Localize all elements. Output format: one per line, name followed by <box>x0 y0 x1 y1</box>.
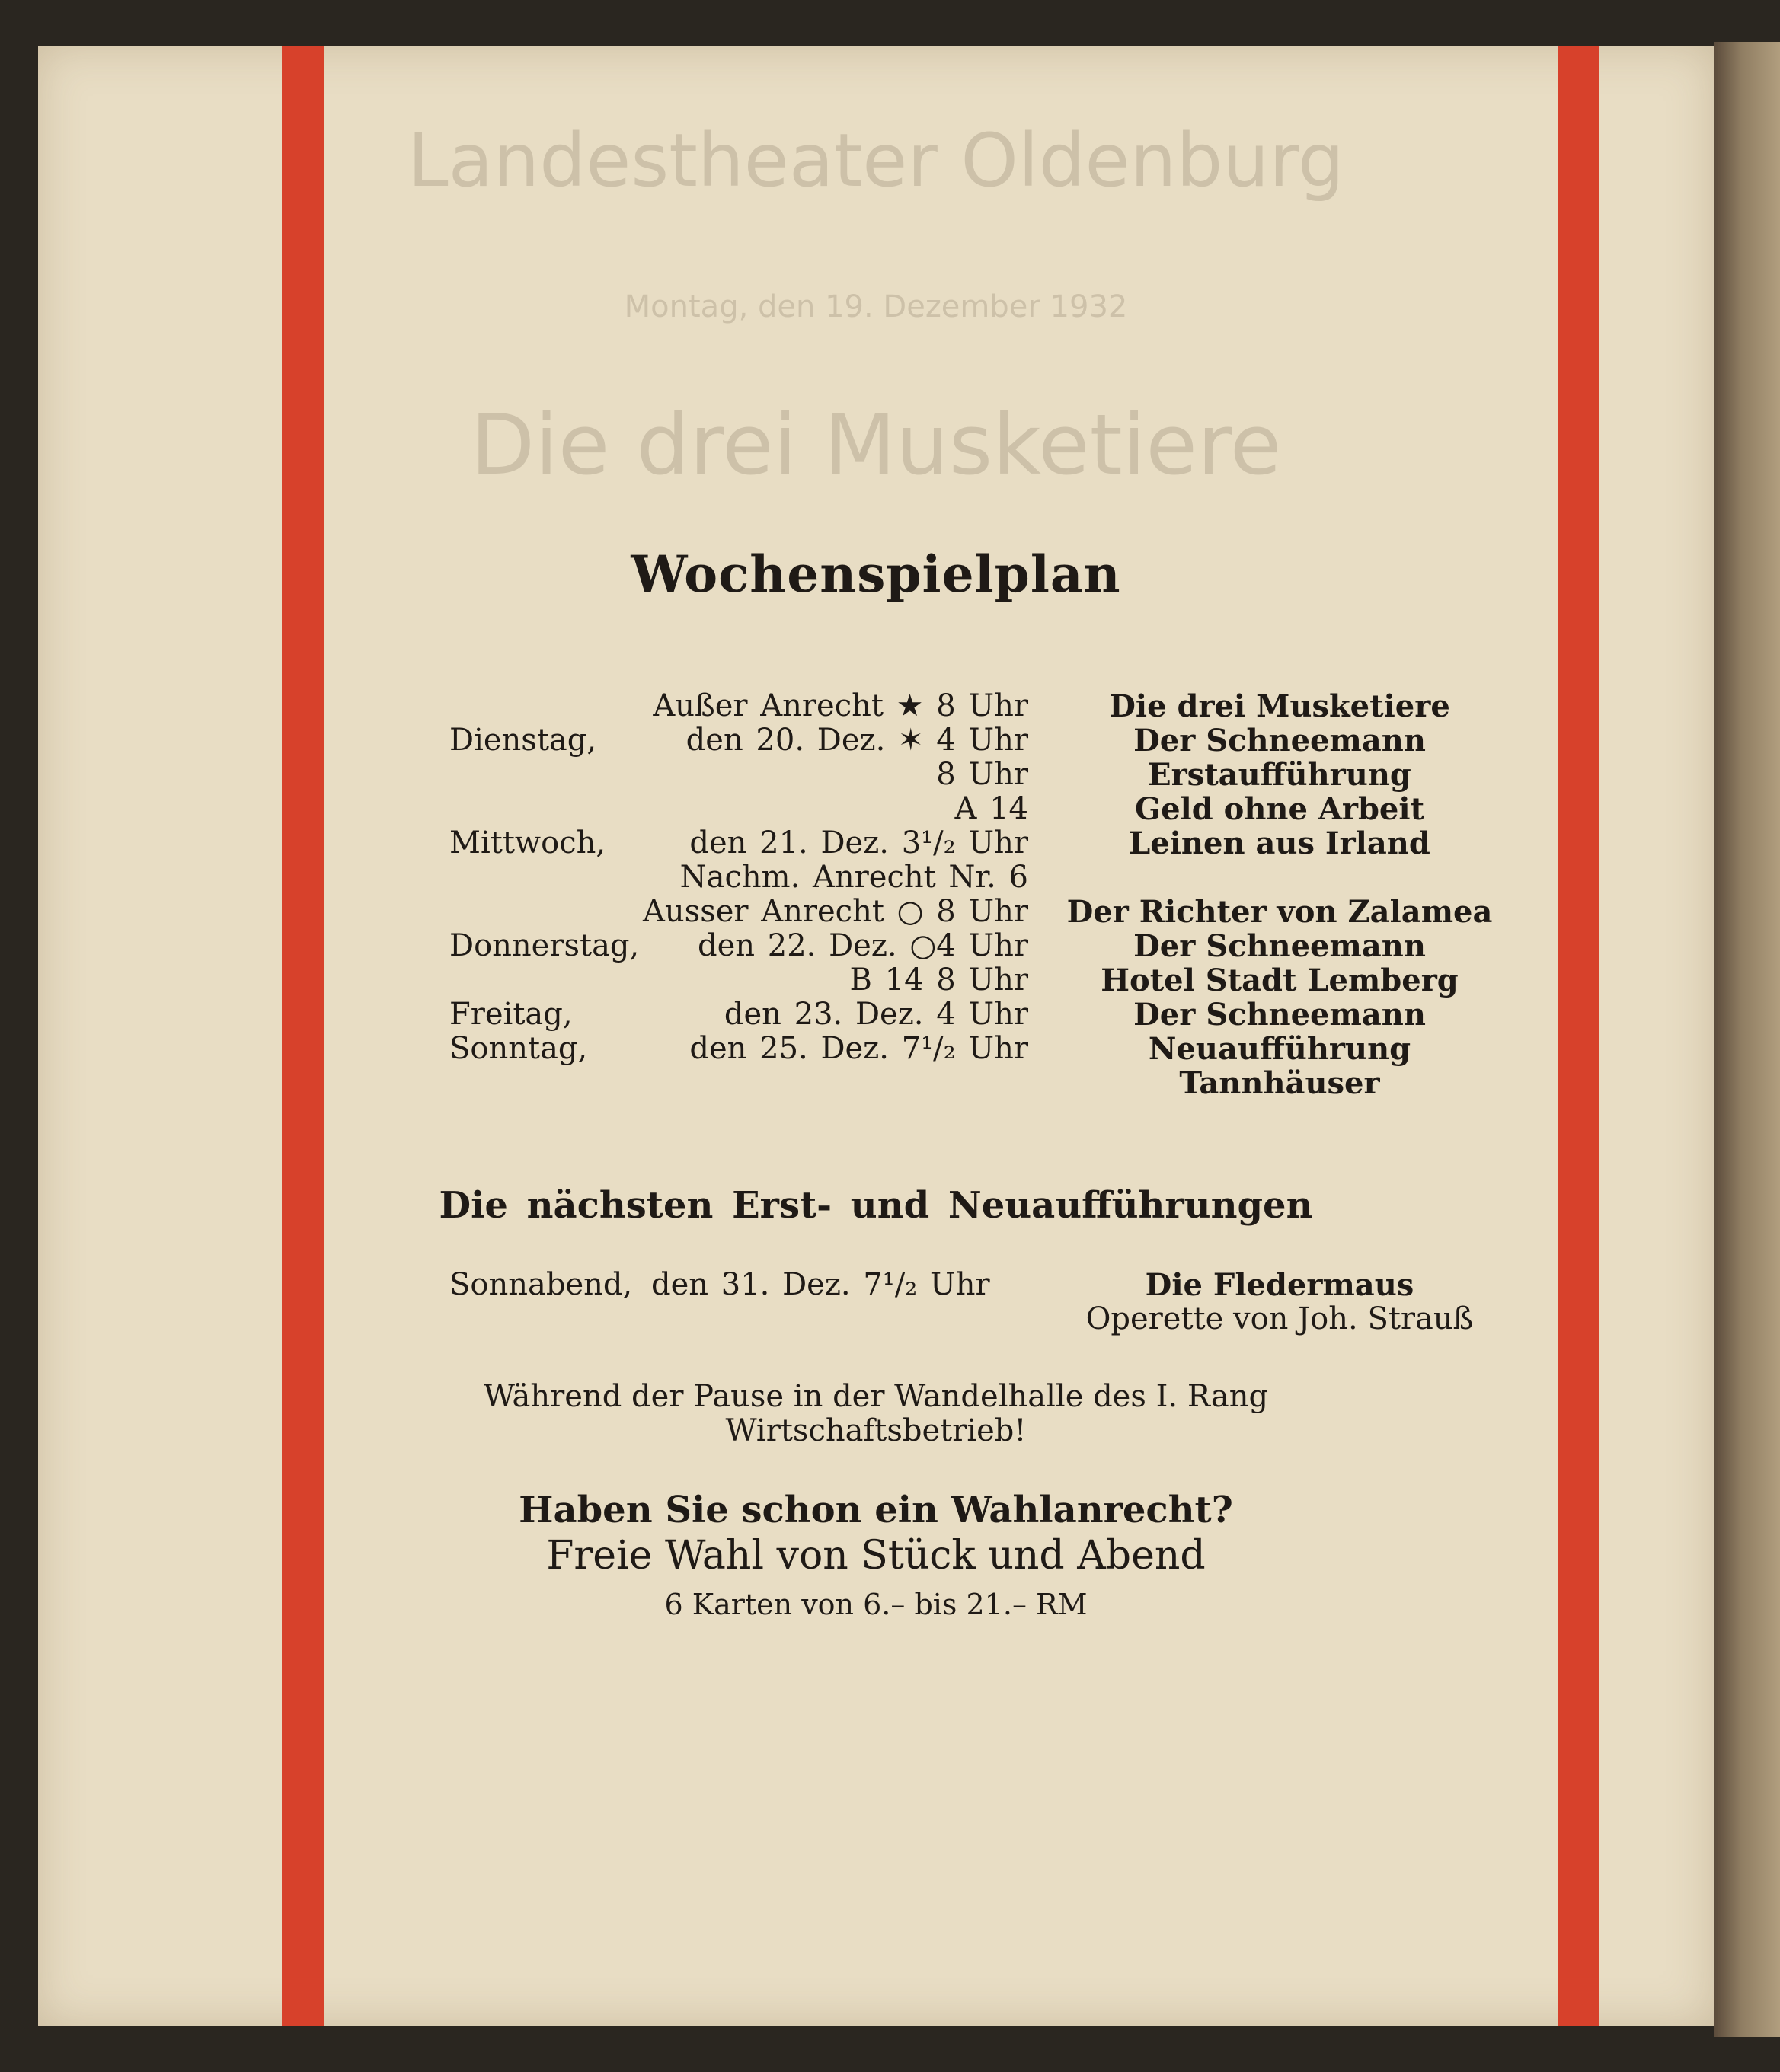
program-page <box>38 46 1714 2026</box>
schedule-day: Mittwoch, <box>449 825 606 860</box>
schedule-time: den 21. Dez. 3¹/₂ Uhr <box>689 825 1028 860</box>
schedule-play: Tannhäuser <box>1179 1065 1380 1101</box>
schedule-row <box>449 998 1500 1032</box>
schedule-time: den 23. Dez. 4 Uhr <box>724 997 1028 1032</box>
pause-notice <box>38 1380 1714 1448</box>
schedule-time: den 22. Dez. ○4 Uhr <box>698 928 1028 963</box>
wahlanrecht-free-choice: Freie Wahl von Stück und Abend <box>546 1533 1206 1579</box>
schedule-row <box>449 689 1500 723</box>
wahlanrecht-question: Haben Sie schon ein Wahlanrecht? <box>519 1489 1233 1531</box>
schedule-time: Außer Anrecht ★ 8 Uhr <box>653 688 1028 723</box>
schedule-day: Dienstag, <box>449 723 597 758</box>
schedule-row <box>449 963 1500 998</box>
schedule-play <box>1028 860 1500 895</box>
schedule-day: Sonntag, <box>449 1031 588 1066</box>
facing-page-edge <box>1714 42 1780 2037</box>
schedule-row <box>449 758 1500 792</box>
pause-line-1: Während der Pause in der Wandelhalle des I. Rang <box>483 1379 1269 1414</box>
schedule-time: den 25. Dez. 7¹/₂ Uhr <box>689 1031 1028 1066</box>
schedule-play: Neuaufführung <box>1148 1031 1411 1067</box>
schedule-play: Leinen aus Irland <box>1129 825 1430 861</box>
schedule-row <box>449 860 1500 895</box>
schedule-play: Die drei Musketiere <box>1109 688 1450 724</box>
schedule-play: Der Richter von Zalamea <box>1066 894 1493 930</box>
wahlanrecht-price: 6 Karten von 6.– bis 21.– RM <box>664 1588 1088 1621</box>
schedule-play: Der Schneemann <box>1133 997 1426 1033</box>
schedule-time: den 20. Dez. ✶ 4 Uhr <box>685 723 1028 758</box>
schedule-time: 8 Uhr <box>936 757 1028 792</box>
next-row <box>449 1268 1500 1302</box>
red-stripe-right <box>1558 46 1599 2026</box>
schedule-day: Donnerstag, <box>449 928 640 963</box>
page-title: Wochenspielplan <box>631 544 1121 604</box>
schedule-time: Nachm. Anrecht Nr. 6 <box>679 860 1028 895</box>
next-premieres-heading: Die nächsten Erst- und Neuaufführungen <box>439 1184 1313 1227</box>
schedule-row <box>449 1066 1500 1100</box>
schedule-play: Der Schneemann <box>1133 723 1426 758</box>
schedule-play: Geld ohne Arbeit <box>1134 791 1425 827</box>
show-through-subheader: Montag, den 19. Dezember 1932 <box>624 289 1128 324</box>
schedule-play: Erstaufführung <box>1148 757 1411 793</box>
schedule-row <box>449 1032 1500 1066</box>
show-through-header: Landestheater Oldenburg <box>407 118 1344 203</box>
schedule-time: B 14 8 Uhr <box>849 963 1028 998</box>
weekly-schedule <box>449 689 1500 1100</box>
next-premiere <box>449 1268 1500 1336</box>
schedule-row <box>449 895 1500 929</box>
schedule-day: Freitag, <box>449 997 573 1032</box>
pause-line-2: Wirtschaftsbetrieb! <box>725 1413 1027 1448</box>
schedule-row <box>449 929 1500 963</box>
show-through-play: Die drei Musketiere <box>470 396 1282 493</box>
next-time: den 31. Dez. 7¹/₂ Uhr <box>651 1267 990 1302</box>
next-subtitle: Operette von Joh. Strauß <box>1085 1301 1474 1336</box>
next-row <box>449 1302 1500 1336</box>
schedule-time: Ausser Anrecht ○ 8 Uhr <box>643 894 1028 929</box>
schedule-row <box>449 792 1500 826</box>
schedule-play: Der Schneemann <box>1133 928 1426 964</box>
next-title: Die Fledermaus <box>1145 1267 1414 1303</box>
red-stripe-left <box>282 46 324 2026</box>
schedule-row <box>449 826 1500 860</box>
schedule-play: Hotel Stadt Lemberg <box>1101 963 1459 998</box>
schedule-row <box>449 723 1500 758</box>
schedule-time: A 14 <box>954 791 1028 826</box>
next-day: Sonnabend, <box>449 1267 633 1302</box>
